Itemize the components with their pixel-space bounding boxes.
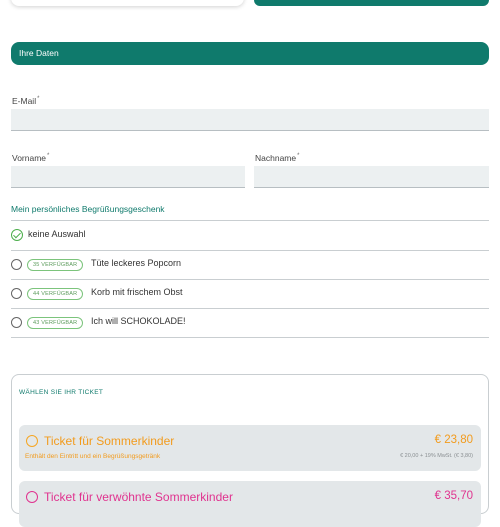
gift-option-none[interactable] <box>11 221 489 250</box>
ticket-name: Ticket für Sommerkinder <box>44 434 175 448</box>
ticket-section-title: WÄHLEN SIE IHR TICKET <box>19 389 104 396</box>
divider <box>11 337 489 338</box>
option-label: Tüte leckeres Popcorn <box>91 258 182 268</box>
lastname-label: Nachname* <box>255 153 300 163</box>
radio-button[interactable] <box>26 491 38 503</box>
ticket-price: € 23,80 <box>434 434 473 446</box>
radio-button[interactable] <box>11 317 22 328</box>
ticket-price: € 35,70 <box>434 490 473 502</box>
ticket-option-premium[interactable] <box>19 481 481 527</box>
option-label: Korb mit frischem Obst <box>91 287 183 297</box>
gift-option-fruit[interactable] <box>11 279 489 308</box>
email-field[interactable] <box>11 109 489 131</box>
ticket-name: Ticket für verwöhnte Sommerkinder <box>44 490 233 504</box>
email-label: E-Mail* <box>12 96 40 106</box>
previous-action-button[interactable] <box>254 0 489 6</box>
gift-title: Mein persönliches Begrüßungsgeschenk <box>11 204 165 214</box>
gift-option-chocolate[interactable] <box>11 308 489 337</box>
availability-badge: 35 VERFÜGBAR <box>27 259 83 271</box>
section-header: Ihre Daten <box>11 42 489 65</box>
firstname-label: Vorname* <box>12 153 50 163</box>
availability-badge: 44 VERFÜGBAR <box>27 288 83 300</box>
option-label: Ich will SCHOKOLADE! <box>91 316 186 326</box>
gift-option-popcorn[interactable] <box>11 250 489 279</box>
lastname-field[interactable] <box>254 166 489 188</box>
availability-badge: 43 VERFÜGBAR <box>27 317 83 329</box>
previous-card <box>11 0 244 6</box>
ticket-tax: € 20,00 + 19% MwSt. (€ 3,80) <box>400 453 473 459</box>
ticket-description: Enthält den Eintritt und ein Begrüßungsgetränk <box>25 453 161 460</box>
radio-button[interactable] <box>11 259 22 270</box>
option-label: keine Auswahl <box>28 229 86 239</box>
check-circle-icon <box>11 229 23 241</box>
ticket-option-standard[interactable] <box>19 425 481 471</box>
radio-button[interactable] <box>11 288 22 299</box>
firstname-field[interactable] <box>11 166 245 188</box>
radio-button[interactable] <box>26 435 38 447</box>
